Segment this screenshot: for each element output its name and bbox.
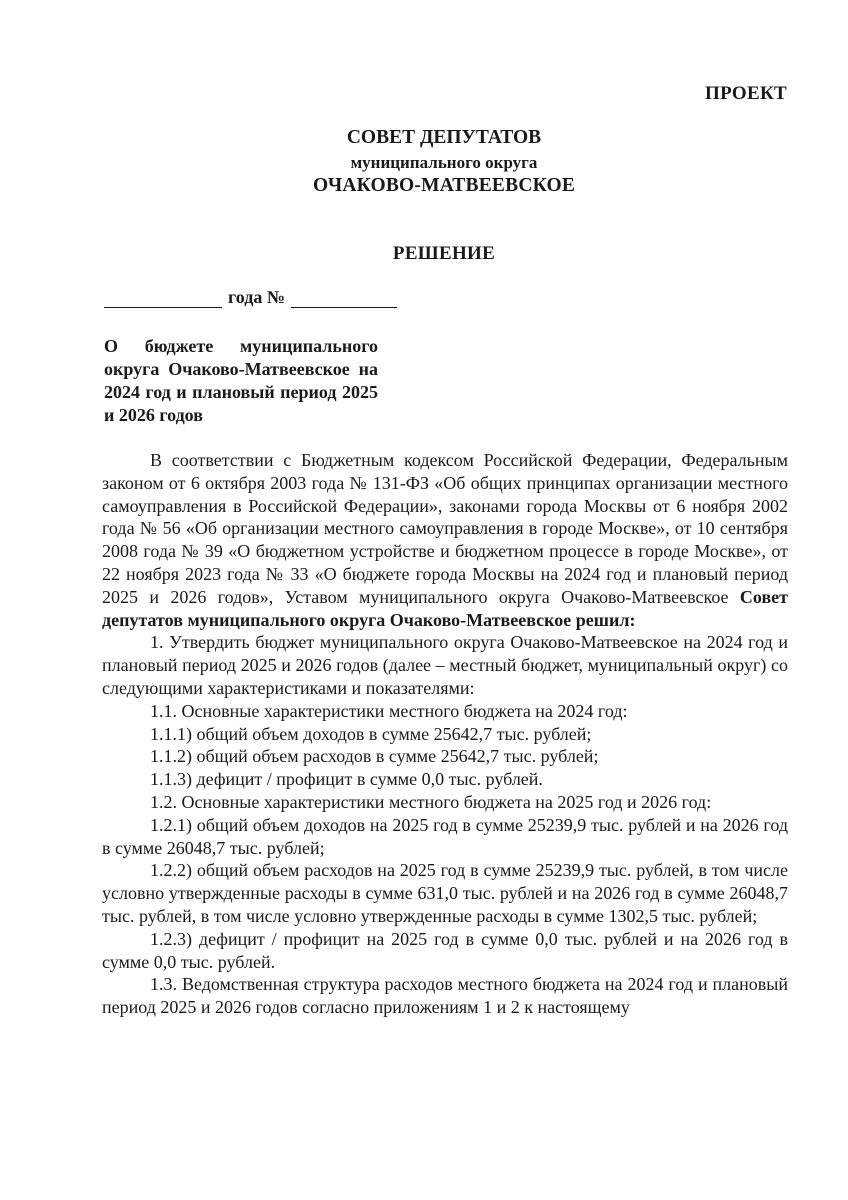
paragraph-1-1-2: 1.1.2) общий объем расходов в сумме 25642,7 тыс. рублей; [150, 746, 599, 767]
preamble-text: В соответствии с Бюджетным кодексом Российской Федерации, Федеральным законом от 6 октября 2003 года № 131-ФЗ «Об общих принципах организации местного самоуправления в Российской Федерации», законами города Москвы от 6 ноября 2002 года № 56 «Об организации местного самоуправления в городе Москве», от 10 сентября 2008 года № 39 «О бюджетном устройстве и бюджетном процессе в городе Москве», от 22 ноября 2023 года № 33 «О бюджете города Москвы на 2024 год и плановый период 2025 и 2026 годов», Уставом муниципального округа Очаково-Матвеевское [102, 450, 788, 607]
document-body [102, 449, 788, 1019]
paragraph-1-1: 1.1. Основные характеристики местного бюджета на 2024 год: [150, 700, 628, 721]
council-title: СОВЕТ ДЕПУТАТОВ [346, 127, 542, 148]
district-name: ОЧАКОВО-МАТВЕЕВСКОЕ [312, 175, 576, 196]
paragraph-1-1-3: 1.1.3) дефицит / профицит в сумме 0,0 тыс. рублей. [150, 769, 543, 790]
council-subtitle: муниципального округа [350, 153, 538, 172]
paragraph-1-1-1: 1.1.1) общий объем доходов в сумме 25642,7 тыс. рублей; [150, 723, 592, 744]
paragraph-1-2-2: 1.2.2) общий объем расходов на 2025 год в сумме 25239,9 тыс. рублей, в том числе условно утвержденные расходы в сумме 631,0 тыс. рублей и на 2026 год в сумме 26048,7 тыс. рублей, в том числе условно утвержденные расходы в сумме 1302,5 тыс. рублей; [102, 860, 788, 926]
number-blank [291, 289, 397, 308]
document-type: РЕШЕНИЕ [392, 243, 496, 264]
draft-stamp: ПРОЕКТ [705, 83, 787, 104]
preamble-resolution: Совет депутатов муниципального округа Очаково-Матвеевское решил: [102, 586, 788, 630]
preamble-paragraph [102, 449, 788, 631]
date-number-label: года № [228, 287, 285, 307]
paragraph-1-2-3: 1.2.3) дефицит / профицит на 2025 год в сумме 0,0 тыс. рублей и на 2026 год в сумме 0,0 тыс. рублей. [102, 928, 788, 972]
date-blank [104, 289, 222, 308]
date-number-line [104, 287, 397, 308]
paragraph-1-3: 1.3. Ведомственная структура расходов местного бюджета на 2024 год и плановый период 2025 и 2026 годов согласно приложениям 1 и 2 к настоящему [102, 974, 788, 1018]
decision-subject: О бюджете муниципального округа Очаково-Матвеевское на 2024 год и плановый период 2025 и 2026 годов [104, 336, 378, 425]
paragraph-1: 1. Утвердить бюджет муниципального округа Очаково-Матвеевское на 2024 год и плановый период 2025 и 2026 годов (далее – местный бюджет, муниципальный округ) со следующими характеристиками и показателями: [102, 632, 788, 698]
paragraph-1-2-1: 1.2.1) общий объем доходов на 2025 год в сумме 25239,9 тыс. рублей и на 2026 год в сумме 26048,7 тыс. рублей; [102, 814, 788, 858]
paragraph-1-2: 1.2. Основные характеристики местного бюджета на 2025 год и 2026 год: [150, 791, 712, 812]
